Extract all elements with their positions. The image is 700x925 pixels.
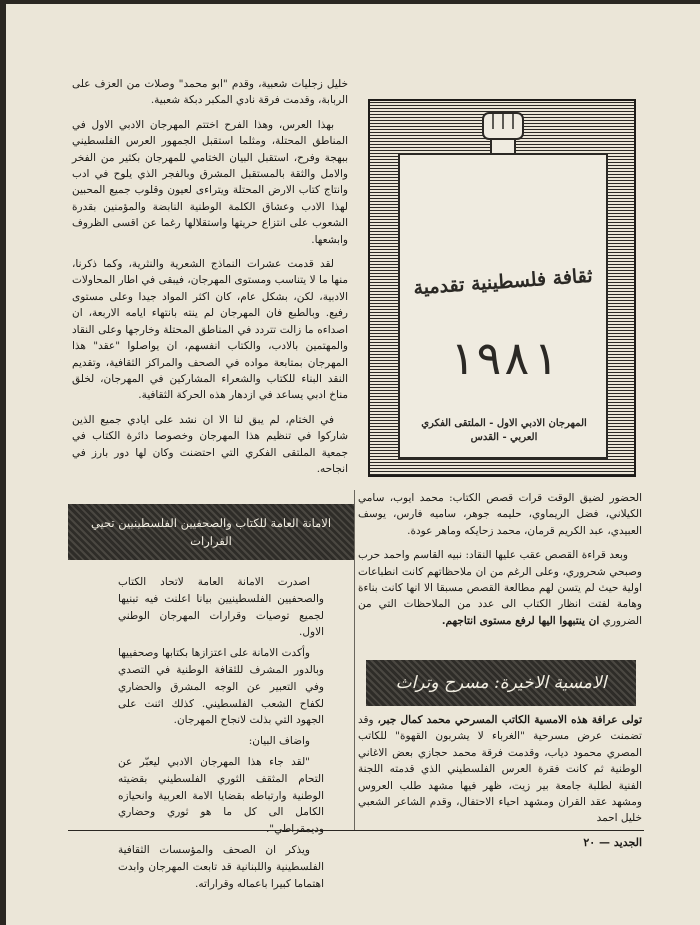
paragraph: وأكدت الامانة على اعتزازها بكتابها وصحفييها وبالدور المشرف للثقافة الوطنية في التصدي وفي التعبير عن الوجه المشرق والحضاري لكفاح الشعب الفلسطيني. كذلك اثنت على الجهود التي بذلت لانجاح المهرجان.	[118, 647, 324, 727]
column-divider	[354, 490, 355, 830]
section-heading-secretariat: الامانة العامة للكتاب والصحفيين الفلسطينيين تحيي القرارات	[68, 504, 354, 560]
paragraph: واضاف البيان:	[248, 735, 310, 748]
paragraph-text: وبعد قراءة القصص عقب عليها النقاد: نبيه القاسم واحمد حرب وصبحي شحروري، وعلى الرغم من ان ملاحظاتهم كانت انطباعات اولية حيث لم يتسن لهم مطالعة القصص مسبقا الا انها كانت بناءة وهامة لفتت انظار الكتاب الى عدد من الملاحظات التي من الضروري	[358, 549, 642, 627]
poster-year: ١٩٨١	[447, 331, 559, 385]
paragraph: خليل زجليات شعبية، وقدم "ابو محمد" وصلات من العزف على الربابة، وقدمت فرقة نادي المكبر دبكة شعبية.	[72, 78, 348, 107]
poster-title: ثقافة فلسطينية تقدمية	[412, 264, 594, 300]
paragraph	[358, 712, 642, 827]
paragraph: الحضور لضيق الوقت قرات قصص الكتاب: محمد ايوب، سامي الكيلاني، فضل الريماوي، حليمه جوهر، ساميه فارس، يوسف العبيدي، عبد الكريم قرمان، محمد زحايكه وماهر عودة.	[358, 492, 642, 537]
section-heading-final-evening: الامسية الاخيرة: مسرح وتراث	[366, 660, 636, 706]
poster-caption: المهرجان الادبي الاول - الملتقى الفكري العربي - القدس	[421, 418, 587, 443]
article-column-right-lower	[358, 712, 642, 835]
paragraph: "لقد جاء هذا المهرجان الادبي ليعبّر عن التحام المثقف الثوري الفلسطيني بقضيته الوطنية وارتباطه بقضايا الامة العربية وانحيازه الكامل الى كل ما هو ثوري وحضاري وديمقراطي".	[118, 755, 324, 836]
secretariat-statement	[118, 574, 324, 896]
paragraph-lead: تولى عرافة هذه الامسية الكاتب المسرحي محمد كمال جبر،	[377, 714, 642, 726]
paragraph-emphasis: ان ينتبهوا اليها لرفع مستوى انتاجهم.	[441, 614, 600, 627]
paragraph	[358, 547, 642, 629]
article-column-left	[72, 76, 348, 485]
footer-rule	[68, 830, 644, 831]
page-footer: الجديد — ٢٠	[583, 836, 642, 849]
paragraph: بهذا العرس، وهذا الفرح اختتم المهرجان الادبي الاول في المناطق المحتلة، ومثلما استقبل الجمهور العرس الفلسطيني ببهجة وفرح، استقبل البيان الختامي للمهرجان بكثير من الفخر والامل والثقة بالمستقبل المشرق وبالفجر الذي يلوح في ادب وانتاج كتاب الارض المحتلة ويتراءى لعيون وقلوب جميع المحبين لهذا الادب وعشاق الكلمة الوطنية النابضة والمؤمنين بقدرة الشعوب على انتزاع حريتها واستقلالها رغما عن اقسى الظروف وابشعها.	[72, 118, 348, 246]
raised-fist-icon	[473, 107, 533, 159]
paragraph: ويذكر ان الصحف والمؤسسات الثقافية الفلسطينية واللبنانية قد تابعت المهرجان وابدت اهتماما كبيرا باعماله وقراراته.	[118, 843, 324, 890]
festival-poster-image	[368, 99, 636, 477]
paragraph-text: وقد تضمنت عرض مسرحية "الغرباء لا يشربون القهوة" للكاتب المصري محمود دياب، وقدمت فرقة محمد حجازي بعض الاغاني الوطنية ثم كانت فقرة العرس الفلسطيني الذي قدمته اللجنة الفنية لطلبة جامعة بير زيت، ظهر فيها مشهد طلب العروس ومشهد عقد القران ومشهد احياء الاحتفال، وقدم الشاعر الشعبي خليل احمد	[358, 714, 642, 825]
paragraph: لقد قدمت عشرات النماذج الشعرية والنثرية، وكما ذكرنا، منها ما لا يتناسب ومستوى المهرجان، فيبقى في اطار المحاولات الادبية، لكن، بشكل عام، كان اكثر المواد جيدا وعلى مستوى رفيع. وبالطبع فان المهرجان لم ينته بانتهاء ايامه الاربعة، ان اصداءه ما زالت تتردد في المناطق المحتلة وخارجها وعلى النقاد والمهتمين بالادب، والكتاب انفسهم، ان يواصلوا "عقد" هذا المهرجان بمتابعة مواده في الصحف والمراكز الثقافية، وتقديم النقد البناء للكتاب والشعراء المشاركين في المهرجان، لخلق مناخ ادبي يساعد في ازدهار هذه الحركة الثقافية.	[72, 258, 348, 402]
poster-panel	[398, 153, 608, 459]
paragraph: اصدرت الامانة العامة لاتحاد الكتاب والصحفيين الفلسطينيين بيانا اعلنت فيه تبنيها لجميع توصيات وقرارات المهرجان الوطني الاول.	[118, 576, 324, 639]
article-column-right	[358, 490, 642, 637]
paragraph: في الختام، لم يبق لنا الا ان نشد على ايادي جميع الذين شاركوا في تنظيم هذا المهرجان وخصوصا دائرة الكتاب في جمعية الملتقى الفكري التي احتضنت وكان لها دور بارز في انجاحه.	[72, 413, 348, 475]
